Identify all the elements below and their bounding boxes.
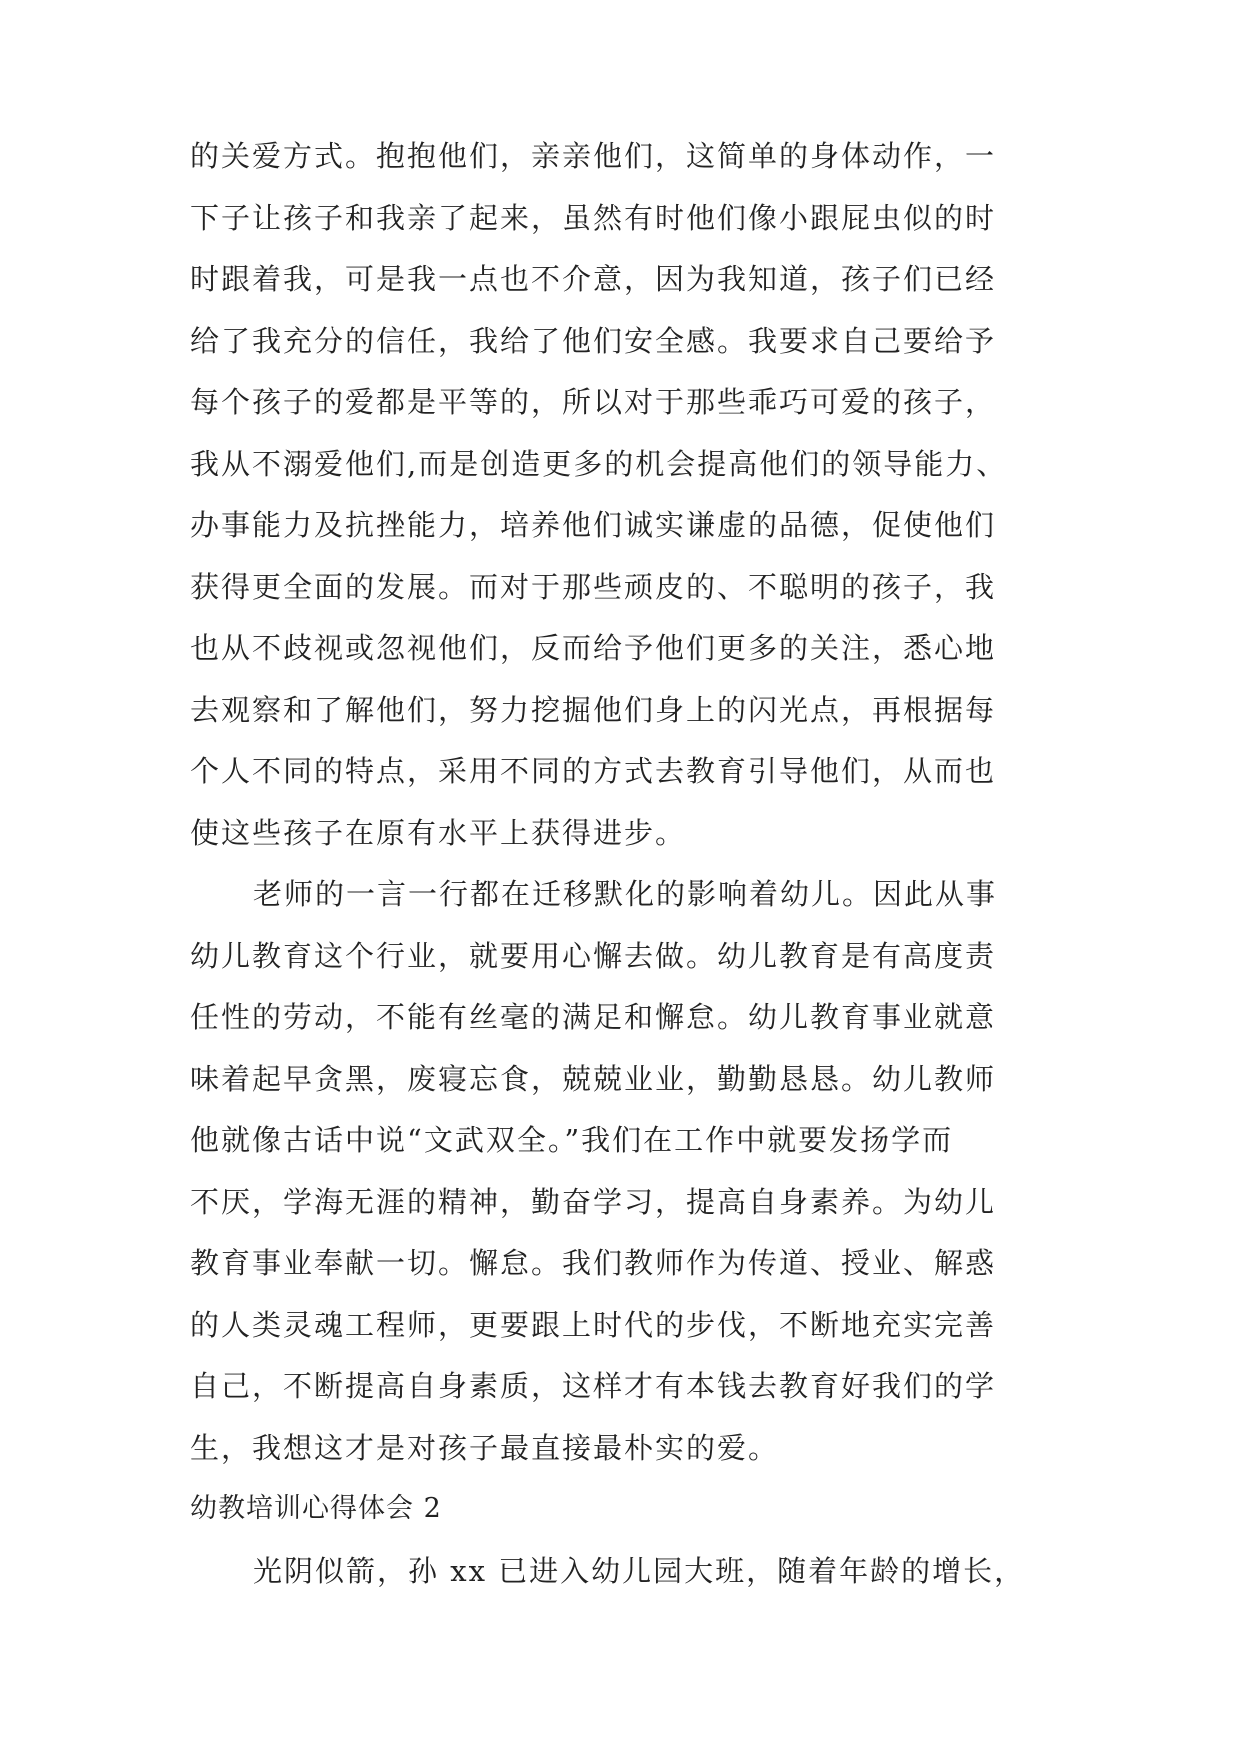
paragraph-first-line: 光阴似箭，孙 xx 已进入幼儿园大班，随着年龄的增长， bbox=[253, 1554, 1026, 1588]
text-line: 幼儿教育这个行业，就要用心懈去做。幼儿教育是有高度责 bbox=[190, 939, 997, 973]
section-heading: 幼教培训心得体会 2 bbox=[190, 1493, 442, 1524]
text-line: 他就像古话中说“文武双全。”我们在工作中就要发扬学而 bbox=[190, 1123, 954, 1157]
text-line: 每个孩子的爱都是平等的，所以对于那些乖巧可爱的孩子， bbox=[190, 385, 997, 419]
text-line: 时跟着我，可是我一点也不介意，因为我知道，孩子们已经 bbox=[190, 262, 997, 296]
text-line: 下子让孩子和我亲了起来，虽然有时他们像小跟屁虫似的时 bbox=[190, 201, 997, 235]
text-line: 味着起早贪黑，废寝忘食，兢兢业业，勤勤恳恳。幼儿教师 bbox=[190, 1062, 997, 1096]
text-line: 使这些孩子在原有水平上获得进步。 bbox=[190, 816, 687, 850]
text-line: 任性的劳动，不能有丝毫的满足和懈怠。幼儿教育事业就意 bbox=[190, 1000, 997, 1034]
text-line: 的关爱方式。抱抱他们，亲亲他们，这简单的身体动作，一 bbox=[190, 139, 997, 173]
text-line: 不厌，学海无涯的精神，勤奋学习，提高自身素养。为幼儿 bbox=[190, 1185, 997, 1219]
text-line: 给了我充分的信任，我给了他们安全感。我要求自己要给予 bbox=[190, 324, 997, 358]
text-line: 也从不歧视或忽视他们，反而给予他们更多的关注，悉心地 bbox=[190, 631, 997, 665]
text-line: 自己，不断提高自身素质，这样才有本钱去教育好我们的学 bbox=[190, 1369, 997, 1403]
text-line: 办事能力及抗挫能力，培养他们诚实谦虚的品德，促使他们 bbox=[190, 508, 997, 542]
text-line: 去观察和了解他们，努力挖掘他们身上的闪光点，再根据每 bbox=[190, 693, 997, 727]
text-line: 的人类灵魂工程师，更要跟上时代的步伐，不断地充实完善 bbox=[190, 1308, 997, 1342]
paragraph-first-line: 老师的一言一行都在迁移默化的影响着幼儿。因此从事 bbox=[253, 877, 998, 911]
text-line: 获得更全面的发展。而对于那些顽皮的、不聪明的孩子，我 bbox=[190, 570, 997, 604]
text-line: 生，我想这才是对孩子最直接最朴实的爱。 bbox=[190, 1431, 780, 1465]
text-line: 教育事业奉献一切。懈怠。我们教师作为传道、授业、解惑 bbox=[190, 1246, 997, 1280]
text-line: 我从不溺爱他们,而是创造更多的机会提高他们的领导能力、 bbox=[190, 447, 1008, 481]
text-line: 个人不同的特点，采用不同的方式去教育引导他们，从而也 bbox=[190, 754, 997, 788]
